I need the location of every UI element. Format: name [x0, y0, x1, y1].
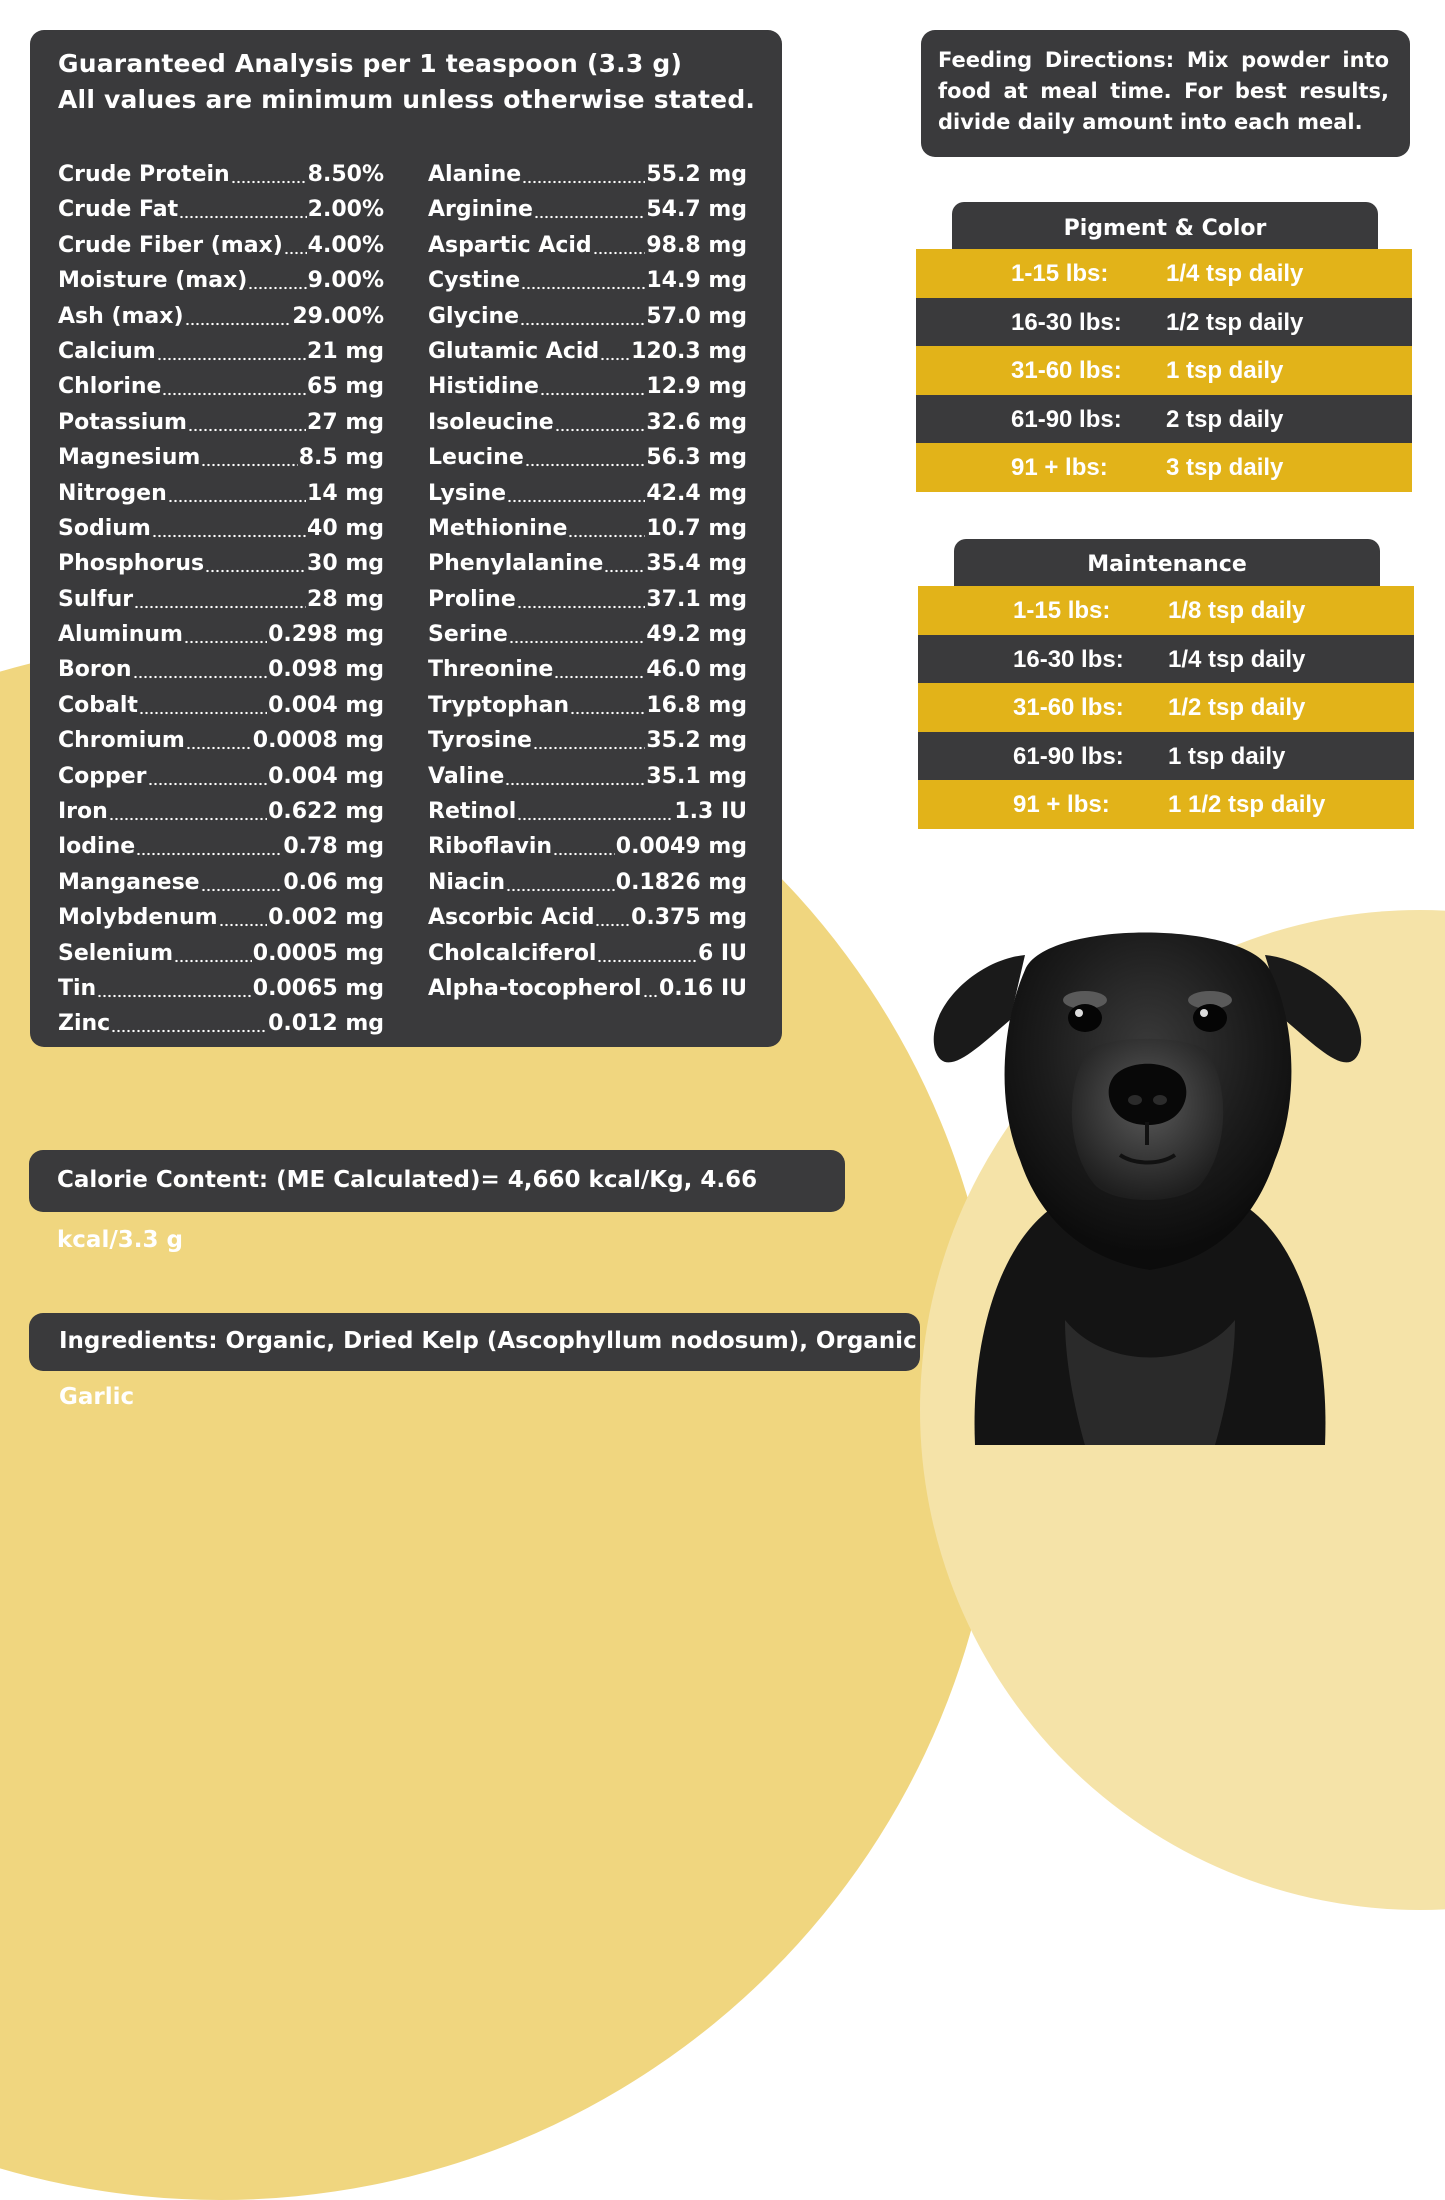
- nutrient-name: Calcium: [58, 338, 156, 364]
- nutrient-name: Leucine: [428, 445, 524, 471]
- nutrient-name: Moisture (max): [58, 268, 248, 294]
- nutrient-row: [58, 515, 384, 550]
- calorie-content-text: Calorie Content: (ME Calculated)= 4,660 kcal/Kg, 4.66 kcal/3.3 g: [57, 1167, 758, 1253]
- nutrient-row: [58, 798, 384, 833]
- feeding-directions-panel: [921, 30, 1410, 157]
- dot-leader: [157, 341, 306, 361]
- nutrient-row: [58, 621, 384, 656]
- nutrient-name: Ash (max): [58, 303, 184, 329]
- nutrient-row: [58, 373, 384, 408]
- dot-leader: [520, 306, 645, 326]
- dot-leader: [570, 695, 645, 715]
- nutrient-value: 40 mg: [307, 515, 384, 541]
- nutrient-name: Ascorbic Acid: [428, 905, 595, 931]
- nutrient-value: 28 mg: [307, 586, 384, 612]
- dosage-amount: 2 tsp daily: [1166, 405, 1284, 433]
- nutrient-value: 35.2 mg: [646, 728, 747, 754]
- dot-leader: [507, 483, 645, 503]
- nutrient-value: 0.16 IU: [659, 975, 747, 1001]
- dot-leader: [188, 412, 306, 432]
- nutrient-row: [58, 480, 384, 515]
- nutrient-row: [58, 904, 384, 939]
- dot-leader: [179, 199, 307, 219]
- nutrient-name: Histidine: [428, 374, 539, 400]
- nutrient-value: 16.8 mg: [646, 692, 747, 718]
- dosage-amount: 1/2 tsp daily: [1168, 694, 1306, 722]
- nutrient-row: [428, 550, 747, 585]
- nutrient-value: 30 mg: [307, 551, 384, 577]
- nutrient-row: [428, 303, 747, 338]
- dot-leader: [597, 943, 696, 963]
- nutrient-row: [58, 1010, 384, 1045]
- nutrient-value: 14 mg: [307, 480, 384, 506]
- nutrient-row: [58, 586, 384, 621]
- nutrient-name: Copper: [58, 763, 147, 789]
- nutrient-name: Manganese: [58, 869, 200, 895]
- nutrient-name: Selenium: [58, 940, 174, 966]
- nutrient-name: Nitrogen: [58, 480, 167, 506]
- dosage-amount: 1/2 tsp daily: [1166, 308, 1304, 336]
- dot-leader: [568, 518, 645, 538]
- nutrient-value: 35.1 mg: [646, 763, 747, 789]
- nutrient-value: 0.004 mg: [268, 692, 384, 718]
- nutrient-name: Sulfur: [58, 586, 134, 612]
- nutrient-value: 0.0008 mg: [252, 728, 384, 754]
- nutrient-name: Chlorine: [58, 374, 162, 400]
- nutrient-value: 32.6 mg: [646, 409, 747, 435]
- dot-leader: [174, 943, 252, 963]
- nutrient-value: 27 mg: [307, 409, 384, 435]
- nutrient-name: Sodium: [58, 515, 151, 541]
- nutrient-row: [428, 621, 747, 656]
- dosage-row: [918, 732, 1414, 781]
- nutrient-value: 56.3 mg: [646, 445, 747, 471]
- nutrient-row: [58, 869, 384, 904]
- nutrient-name: Potassium: [58, 409, 187, 435]
- nutrient-name: Methionine: [428, 515, 568, 541]
- nutrient-row: [58, 303, 384, 338]
- nutrient-name: Iodine: [58, 834, 136, 860]
- nutrient-name: Boron: [58, 657, 132, 683]
- nutrient-name: Alpha-tocopherol: [428, 975, 642, 1001]
- nutrient-row: [428, 833, 747, 868]
- nutrient-row: [58, 763, 384, 798]
- nutrient-name: Magnesium: [58, 445, 201, 471]
- dot-leader: [168, 483, 306, 503]
- nutrient-row: [428, 515, 747, 550]
- nutrient-row: [428, 267, 747, 302]
- analysis-title: [58, 46, 755, 118]
- nutrient-value: 14.9 mg: [646, 268, 747, 294]
- nutrient-name: Aluminum: [58, 622, 183, 648]
- nutrient-name: Chromium: [58, 728, 185, 754]
- dot-leader: [525, 447, 646, 467]
- analysis-title-line1: Guaranteed Analysis per 1 teaspoon (3.3 g): [58, 49, 683, 78]
- dosage-weight: 16-30 lbs:: [1011, 308, 1122, 336]
- nutrient-name: Tryptophan: [428, 692, 570, 718]
- dot-leader: [152, 518, 306, 538]
- nutrient-row: [428, 940, 747, 975]
- nutrient-name: Crude Fiber (max): [58, 232, 283, 258]
- dot-leader: [505, 766, 645, 786]
- nutrient-name: Tin: [58, 975, 97, 1001]
- nutrient-row: [428, 196, 747, 231]
- nutrient-name: Cystine: [428, 268, 521, 294]
- nutrient-value: 0.0049 mg: [615, 834, 747, 860]
- nutrient-value: 0.002 mg: [268, 905, 384, 931]
- dot-leader: [148, 766, 268, 786]
- nutrient-value: 120.3 mg: [631, 338, 747, 364]
- nutrient-row: [428, 338, 747, 373]
- dot-leader: [284, 235, 307, 255]
- dosage-row: [916, 346, 1412, 395]
- dosage-row: [916, 395, 1412, 444]
- nutrient-name: Lysine: [428, 480, 507, 506]
- dot-leader: [248, 270, 306, 290]
- dot-leader: [506, 872, 615, 892]
- dot-leader: [553, 836, 615, 856]
- dot-leader: [184, 624, 267, 644]
- dosage-amount: 1/4 tsp daily: [1168, 645, 1306, 673]
- guaranteed-analysis-panel: [30, 30, 782, 1047]
- dot-leader: [509, 624, 646, 644]
- nutrient-value: 54.7 mg: [646, 197, 747, 223]
- analysis-left-column: [58, 161, 384, 1046]
- nutrient-row: [58, 161, 384, 196]
- nutrient-name: Tyrosine: [428, 728, 532, 754]
- dosage-row: [918, 586, 1414, 635]
- nutrient-row: [58, 833, 384, 868]
- dosage-amount: 1 1/2 tsp daily: [1168, 791, 1326, 819]
- nutrient-name: Crude Fat: [58, 197, 179, 223]
- dot-leader: [517, 801, 673, 821]
- ingredients-panel: [29, 1313, 920, 1410]
- dot-leader: [136, 836, 282, 856]
- nutrient-row: [428, 904, 747, 939]
- nutrient-value: 21 mg: [307, 338, 384, 364]
- nutrient-value: 0.375 mg: [631, 905, 747, 931]
- nutrient-name: Glutamic Acid: [428, 338, 600, 364]
- nutrient-name: Niacin: [428, 869, 506, 895]
- nutrient-value: 0.098 mg: [268, 657, 384, 683]
- dosage-row: [918, 780, 1414, 829]
- nutrient-row: [58, 940, 384, 975]
- dot-leader: [517, 589, 646, 609]
- dot-leader: [555, 412, 646, 432]
- dosage-row: [916, 249, 1412, 298]
- dot-leader: [595, 907, 630, 927]
- nutrient-name: Zinc: [58, 1011, 111, 1037]
- nutrient-row: [58, 550, 384, 585]
- dot-leader: [231, 164, 307, 184]
- nutrient-row: [58, 232, 384, 267]
- nutrient-value: 35.4 mg: [646, 551, 747, 577]
- nutrient-value: 37.1 mg: [646, 586, 747, 612]
- nutrient-value: 29.00%: [292, 303, 384, 329]
- nutrient-value: 46.0 mg: [646, 657, 747, 683]
- nutrient-value: 10.7 mg: [646, 515, 747, 541]
- dosage-weight: 31-60 lbs:: [1011, 357, 1122, 385]
- nutrient-value: 6 IU: [697, 940, 747, 966]
- dot-leader: [133, 659, 268, 679]
- dot-leader: [554, 659, 645, 679]
- nutrient-value: 42.4 mg: [646, 480, 747, 506]
- dosage-row: [916, 443, 1412, 492]
- nutrient-name: Iron: [58, 799, 108, 825]
- dosage-weight: 31-60 lbs:: [1013, 694, 1124, 722]
- dot-leader: [205, 553, 306, 573]
- nutrient-row: [428, 869, 747, 904]
- nutrient-name: Cobalt: [58, 692, 138, 718]
- nutrient-value: 4.00%: [307, 232, 384, 258]
- nutrient-name: Proline: [428, 586, 516, 612]
- dosage-amount: 1/8 tsp daily: [1168, 597, 1306, 624]
- nutrient-row: [428, 656, 747, 691]
- nutrient-value: 0.298 mg: [268, 622, 384, 648]
- nutrient-value: 98.8 mg: [646, 232, 747, 258]
- nutrient-name: Retinol: [428, 799, 517, 825]
- nutrient-name: Aspartic Acid: [428, 232, 592, 258]
- nutrient-value: 8.5 mg: [298, 445, 384, 471]
- nutrient-value: 8.50%: [307, 162, 384, 187]
- nutrient-row: [428, 798, 747, 833]
- nutrient-name: Cholcalciferol: [428, 940, 597, 966]
- nutrient-row: [58, 338, 384, 373]
- nutrient-row: [428, 480, 747, 515]
- nutrient-value: 0.004 mg: [268, 763, 384, 789]
- nutrient-row: [58, 975, 384, 1010]
- dot-leader: [139, 695, 267, 715]
- dosage-amount: 1 tsp daily: [1166, 357, 1284, 385]
- dosage-amount: 1/4 tsp daily: [1166, 260, 1304, 287]
- nutrient-value: 0.0065 mg: [252, 975, 384, 1001]
- nutrient-value: 12.9 mg: [646, 374, 747, 400]
- nutrient-value: 2.00%: [307, 197, 384, 223]
- nutrient-value: 0.1826 mg: [615, 869, 747, 895]
- nutrient-row: [58, 444, 384, 479]
- dosage-weight: 1-15 lbs:: [1011, 260, 1109, 287]
- nutrient-name: Molybdenum: [58, 905, 218, 931]
- dosage-weight: 1-15 lbs:: [1013, 597, 1111, 624]
- dot-leader: [219, 907, 268, 927]
- dot-leader: [201, 447, 297, 467]
- pigment-color-title: Pigment & Color: [952, 202, 1378, 254]
- dot-leader: [534, 199, 645, 219]
- nutrient-row: [58, 196, 384, 231]
- dot-leader: [97, 978, 252, 998]
- dot-leader: [643, 978, 658, 998]
- dosage-row: [918, 635, 1414, 684]
- dot-leader: [522, 164, 645, 184]
- nutrient-value: 55.2 mg: [646, 162, 747, 187]
- nutrient-value: 0.78 mg: [283, 834, 384, 860]
- nutrient-value: 0.06 mg: [283, 869, 384, 895]
- nutrient-row: [58, 409, 384, 444]
- dot-leader: [521, 270, 645, 290]
- dosage-weight: 61-90 lbs:: [1013, 742, 1124, 770]
- maintenance-table: [918, 586, 1414, 829]
- nutrient-name: Valine: [428, 763, 505, 789]
- nutrient-row: [428, 692, 747, 727]
- nutrient-value: 1.3 IU: [674, 799, 747, 825]
- dot-leader: [109, 801, 267, 821]
- nutrient-name: Threonine: [428, 657, 554, 683]
- dosage-weight: 91 + lbs:: [1011, 454, 1108, 482]
- nutrient-name: Glycine: [428, 303, 520, 329]
- nutrient-row: [58, 656, 384, 691]
- dosage-weight: 91 + lbs:: [1013, 791, 1110, 819]
- ingredients-text: Ingredients: Organic, Dried Kelp (Ascophyllum nodosum), Organic Garlic: [59, 1328, 917, 1410]
- nutrient-row: [428, 409, 747, 444]
- dot-leader: [186, 730, 252, 750]
- nutrient-value: 65 mg: [307, 374, 384, 400]
- dosage-row: [916, 298, 1412, 347]
- dosage-weight: 61-90 lbs:: [1011, 405, 1122, 433]
- dosage-row: [918, 683, 1414, 732]
- nutrient-name: Phosphorus: [58, 551, 205, 577]
- nutrient-row: [428, 161, 747, 196]
- nutrient-value: 0.622 mg: [268, 799, 384, 825]
- dog-photo-icon: [915, 900, 1385, 1445]
- feeding-directions-text: Feeding Directions: Mix powder into food at meal time. For best results, divide daily amount into each meal.: [938, 48, 1389, 134]
- nutrient-row: [428, 975, 747, 1010]
- dot-leader: [540, 376, 645, 396]
- dot-leader: [111, 1013, 267, 1033]
- dot-leader: [600, 341, 630, 361]
- analysis-title-line2: All values are minimum unless otherwise stated.: [58, 85, 756, 114]
- nutrient-row: [58, 267, 384, 302]
- nutrient-value: 57.0 mg: [646, 303, 747, 329]
- nutrient-name: Isoleucine: [428, 409, 554, 435]
- nutrient-value: 0.0005 mg: [252, 940, 384, 966]
- pigment-color-table: [916, 249, 1412, 492]
- nutrient-row: [428, 763, 747, 798]
- nutrient-name: Arginine: [428, 197, 533, 223]
- dot-leader: [162, 376, 306, 396]
- nutrient-row: [428, 727, 747, 762]
- analysis-right-column: [428, 161, 747, 1010]
- nutrient-name: Crude Protein: [58, 162, 230, 187]
- dot-leader: [604, 553, 645, 573]
- dot-leader: [533, 730, 645, 750]
- nutrient-name: Phenylalanine: [428, 551, 604, 577]
- nutrient-row: [428, 586, 747, 621]
- dot-leader: [201, 872, 283, 892]
- nutrient-row: [428, 373, 747, 408]
- nutrient-row: [428, 444, 747, 479]
- dosage-amount: 1 tsp daily: [1168, 742, 1286, 770]
- dot-leader: [134, 589, 306, 609]
- dosage-weight: 16-30 lbs:: [1013, 645, 1124, 673]
- nutrient-value: 49.2 mg: [646, 622, 747, 648]
- nutrient-name: Alanine: [428, 162, 522, 187]
- nutrient-name: Serine: [428, 622, 508, 648]
- nutrient-row: [58, 692, 384, 727]
- nutrient-name: Riboflavin: [428, 834, 553, 860]
- nutrient-row: [428, 232, 747, 267]
- dot-leader: [593, 235, 646, 255]
- dot-leader: [185, 306, 292, 326]
- maintenance-title: Maintenance: [954, 539, 1380, 591]
- calorie-content-panel: [29, 1150, 845, 1253]
- dosage-amount: 3 tsp daily: [1166, 454, 1284, 482]
- nutrient-value: 0.012 mg: [268, 1011, 384, 1037]
- nutrient-value: 9.00%: [307, 268, 384, 294]
- nutrient-row: [58, 727, 384, 762]
